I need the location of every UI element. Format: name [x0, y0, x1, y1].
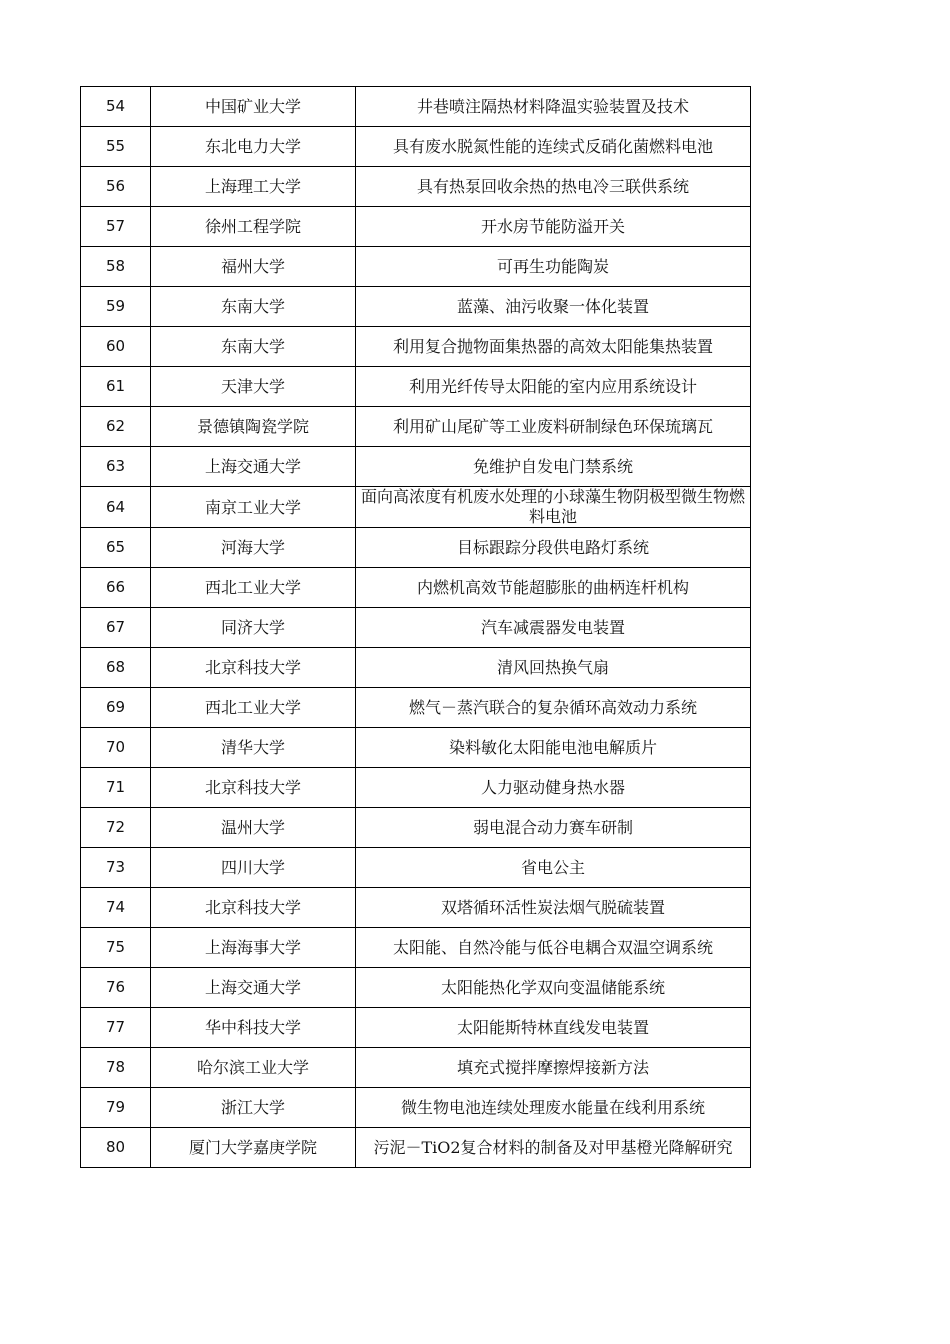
table-row	[81, 447, 751, 487]
university-cell: 东北电力大学	[151, 127, 356, 167]
project-title-cell: 利用矿山尾矿等工业废料研制绿色环保琉璃瓦	[356, 407, 751, 447]
row-number-cell: 78	[81, 1048, 151, 1088]
table-row	[81, 1008, 751, 1048]
project-title-cell: 微生物电池连续处理废水能量在线利用系统	[356, 1088, 751, 1128]
university-cell: 天津大学	[151, 367, 356, 407]
row-number-cell: 65	[81, 528, 151, 568]
university-cell: 四川大学	[151, 848, 356, 888]
project-title-cell: 利用复合抛物面集热器的高效太阳能集热装置	[356, 327, 751, 367]
project-title-cell: 面向高浓度有机废水处理的小球藻生物阴极型微生物燃料电池	[356, 487, 751, 528]
table-row	[81, 848, 751, 888]
row-number-cell: 79	[81, 1088, 151, 1128]
table-row	[81, 648, 751, 688]
project-title-cell: 双塔循环活性炭法烟气脱硫装置	[356, 888, 751, 928]
university-cell: 厦门大学嘉庚学院	[151, 1128, 356, 1168]
row-number-cell: 77	[81, 1008, 151, 1048]
row-number-cell: 59	[81, 287, 151, 327]
university-cell: 华中科技大学	[151, 1008, 356, 1048]
table-row	[81, 608, 751, 648]
university-cell: 河海大学	[151, 528, 356, 568]
table-row	[81, 367, 751, 407]
project-title-cell: 可再生功能陶炭	[356, 247, 751, 287]
project-title-cell: 内燃机高效节能超膨胀的曲柄连杆机构	[356, 568, 751, 608]
row-number-cell: 67	[81, 608, 151, 648]
project-title-cell: 清风回热换气扇	[356, 648, 751, 688]
row-number-cell: 72	[81, 808, 151, 848]
university-cell: 北京科技大学	[151, 888, 356, 928]
project-title-cell: 免维护自发电门禁系统	[356, 447, 751, 487]
project-title-cell: 利用光纤传导太阳能的室内应用系统设计	[356, 367, 751, 407]
project-title-cell: 太阳能、自然冷能与低谷电耦合双温空调系统	[356, 928, 751, 968]
table-row	[81, 87, 751, 127]
project-title-cell: 太阳能斯特林直线发电装置	[356, 1008, 751, 1048]
table-row	[81, 287, 751, 327]
university-cell: 上海交通大学	[151, 447, 356, 487]
row-number-cell: 75	[81, 928, 151, 968]
row-number-cell: 54	[81, 87, 151, 127]
university-cell: 上海理工大学	[151, 167, 356, 207]
row-number-cell: 70	[81, 728, 151, 768]
table-row	[81, 808, 751, 848]
row-number-cell: 68	[81, 648, 151, 688]
row-number-cell: 60	[81, 327, 151, 367]
row-number-cell: 61	[81, 367, 151, 407]
row-number-cell: 74	[81, 888, 151, 928]
university-cell: 福州大学	[151, 247, 356, 287]
row-number-cell: 57	[81, 207, 151, 247]
row-number-cell: 56	[81, 167, 151, 207]
table-row	[81, 888, 751, 928]
university-cell: 北京科技大学	[151, 648, 356, 688]
project-title-cell: 燃气－蒸汽联合的复杂循环高效动力系统	[356, 688, 751, 728]
university-cell: 上海海事大学	[151, 928, 356, 968]
university-cell: 东南大学	[151, 327, 356, 367]
table-row	[81, 167, 751, 207]
project-title-cell: 汽车减震器发电装置	[356, 608, 751, 648]
project-table	[80, 86, 751, 1168]
project-title-cell: 具有废水脱氮性能的连续式反硝化菌燃料电池	[356, 127, 751, 167]
university-cell: 同济大学	[151, 608, 356, 648]
table-row	[81, 568, 751, 608]
university-cell: 温州大学	[151, 808, 356, 848]
table-row	[81, 487, 751, 528]
table-row	[81, 1048, 751, 1088]
table-row	[81, 1128, 751, 1168]
project-table-body	[81, 87, 751, 1168]
table-row	[81, 528, 751, 568]
university-cell: 东南大学	[151, 287, 356, 327]
university-cell: 景德镇陶瓷学院	[151, 407, 356, 447]
table-row	[81, 207, 751, 247]
project-title-cell: 人力驱动健身热水器	[356, 768, 751, 808]
table-row	[81, 127, 751, 167]
university-cell: 哈尔滨工业大学	[151, 1048, 356, 1088]
row-number-cell: 80	[81, 1128, 151, 1168]
row-number-cell: 69	[81, 688, 151, 728]
row-number-cell: 58	[81, 247, 151, 287]
row-number-cell: 62	[81, 407, 151, 447]
project-title-cell: 井巷喷注隔热材料降温实验装置及技术	[356, 87, 751, 127]
row-number-cell: 63	[81, 447, 151, 487]
university-cell: 北京科技大学	[151, 768, 356, 808]
project-title-cell: 具有热泵回收余热的热电冷三联供系统	[356, 167, 751, 207]
table-row	[81, 928, 751, 968]
project-title-cell: 省电公主	[356, 848, 751, 888]
project-title-cell: 蓝藻、油污收聚一体化装置	[356, 287, 751, 327]
table-row	[81, 688, 751, 728]
row-number-cell: 71	[81, 768, 151, 808]
university-cell: 西北工业大学	[151, 568, 356, 608]
project-title-cell: 弱电混合动力赛车研制	[356, 808, 751, 848]
table-row	[81, 1088, 751, 1128]
table-row	[81, 327, 751, 367]
table-row	[81, 768, 751, 808]
project-title-cell: 目标跟踪分段供电路灯系统	[356, 528, 751, 568]
row-number-cell: 76	[81, 968, 151, 1008]
row-number-cell: 73	[81, 848, 151, 888]
university-cell: 西北工业大学	[151, 688, 356, 728]
table-row	[81, 968, 751, 1008]
row-number-cell: 55	[81, 127, 151, 167]
project-title-cell: 太阳能热化学双向变温储能系统	[356, 968, 751, 1008]
project-title-cell: 染料敏化太阳能电池电解质片	[356, 728, 751, 768]
project-title-cell: 填充式搅拌摩擦焊接新方法	[356, 1048, 751, 1088]
university-cell: 中国矿业大学	[151, 87, 356, 127]
table-row	[81, 728, 751, 768]
row-number-cell: 66	[81, 568, 151, 608]
university-cell: 徐州工程学院	[151, 207, 356, 247]
table-row	[81, 407, 751, 447]
project-title-cell: 污泥－TiO2复合材料的制备及对甲基橙光降解研究	[356, 1128, 751, 1168]
university-cell: 浙江大学	[151, 1088, 356, 1128]
university-cell: 上海交通大学	[151, 968, 356, 1008]
project-title-cell: 开水房节能防溢开关	[356, 207, 751, 247]
university-cell: 南京工业大学	[151, 487, 356, 528]
table-row	[81, 247, 751, 287]
university-cell: 清华大学	[151, 728, 356, 768]
row-number-cell: 64	[81, 487, 151, 528]
